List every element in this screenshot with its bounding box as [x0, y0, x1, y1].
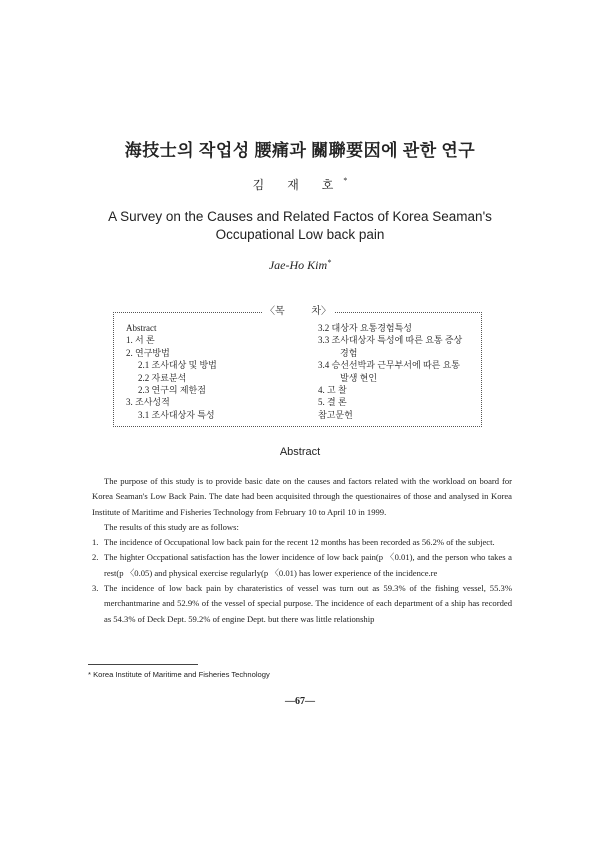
- results-intro: The results of this study are as follows:: [104, 521, 239, 532]
- korean-title: 海技士의 작업성 腰痛과 關聯要因에 관한 연구: [124, 141, 476, 160]
- toc-item: 4. 고 찰: [318, 385, 347, 396]
- toc-item: 5. 결 론: [318, 397, 347, 408]
- korean-author-mark: *: [343, 176, 348, 185]
- english-title-line-1: A Survey on the Causes and Related Factos of Korea Seaman's: [108, 209, 492, 224]
- toc-item: Abstract: [126, 323, 157, 333]
- toc-item: 3. 조사성적: [126, 397, 170, 408]
- english-title: [0, 208, 600, 244]
- abstract-body: [92, 474, 512, 627]
- result-number: 1.: [92, 537, 99, 548]
- result-text: The highter Occpational satisfaction has the lower incidence of low back pain(p 〈0.01), and the person who takes a rest(p 〈0.05) and physical exercise regularly(p 〈0.01) has lower experience of the incidence.re: [104, 552, 512, 578]
- korean-author: [0, 176, 600, 193]
- result-number: 2.: [92, 552, 99, 563]
- toc-item: 3.4 승선선박과 근무부서에 따른 요통: [318, 360, 460, 371]
- toc-heading-right: 차〉: [311, 306, 331, 317]
- toc-item: 경험: [340, 347, 358, 358]
- korean-author-name: 김 재 호: [252, 178, 344, 192]
- toc-heading-left: 〈목: [265, 306, 285, 317]
- footnote: * Korea Institute of Maritime and Fisheries Technology: [88, 670, 270, 679]
- english-author: [0, 258, 600, 273]
- footnote-rule: [88, 664, 198, 665]
- toc-left-column: [126, 322, 217, 421]
- english-author-mark: *: [327, 258, 332, 267]
- abstract-heading: Abstract: [279, 446, 321, 458]
- result-item: [92, 581, 512, 627]
- english-author-name: Jae-Ho Kim: [268, 258, 328, 272]
- toc-item: 2.2 자료분석: [138, 372, 187, 383]
- toc-item: 발생 현인: [340, 372, 378, 383]
- result-item: [92, 535, 512, 550]
- toc-item: 3.3 조사대상자 특성에 따른 요통 증상: [318, 335, 463, 346]
- english-title-line-2: Occupational Low back pain: [215, 227, 385, 242]
- toc-item: 참고문헌: [318, 409, 353, 420]
- toc-item: 1. 서 론: [126, 335, 155, 346]
- result-text: The incidence of Occupational low back pain for the recent 12 months has been recorded as 56.2% of the subject.: [104, 537, 495, 548]
- toc-item: 2.1 조사대상 및 방법: [138, 360, 217, 371]
- toc-item: 3.1 조사대상자 특성: [138, 409, 215, 420]
- page-number: —67—: [285, 696, 315, 707]
- toc-item: 3.2 대상자 요통경험특성: [318, 323, 412, 333]
- toc-item: 2. 연구방법: [126, 347, 170, 358]
- result-number: 3.: [92, 583, 99, 594]
- table-of-contents-heading: [262, 302, 334, 317]
- result-item: [92, 550, 512, 581]
- toc-right-column: [318, 322, 478, 421]
- toc-item: 2.3 연구의 제한점: [138, 385, 206, 396]
- abstract-paragraph: The purpose of this study is to provide basic date on the causes and factors related with the workload on board for Korea Seaman's Low Back Pain. The date had been acquisited through the questionaires of those and analysed in Korea Institute of Maritime and Fisheries Technology from February 10 to April 10 in 1999.: [92, 476, 512, 517]
- results-list: [92, 535, 512, 627]
- result-text: The incidence of low back pain by charateristics of vessel was turn out as 59.3% of the fishing vessel, 55.3% merchantmarine and 52.9% of the vessel of special purpose. The incidence of each department of a ship has recorded as 54.3% of Deck Dept. 59.2% of engine Dept. but there was little relationship: [104, 583, 512, 624]
